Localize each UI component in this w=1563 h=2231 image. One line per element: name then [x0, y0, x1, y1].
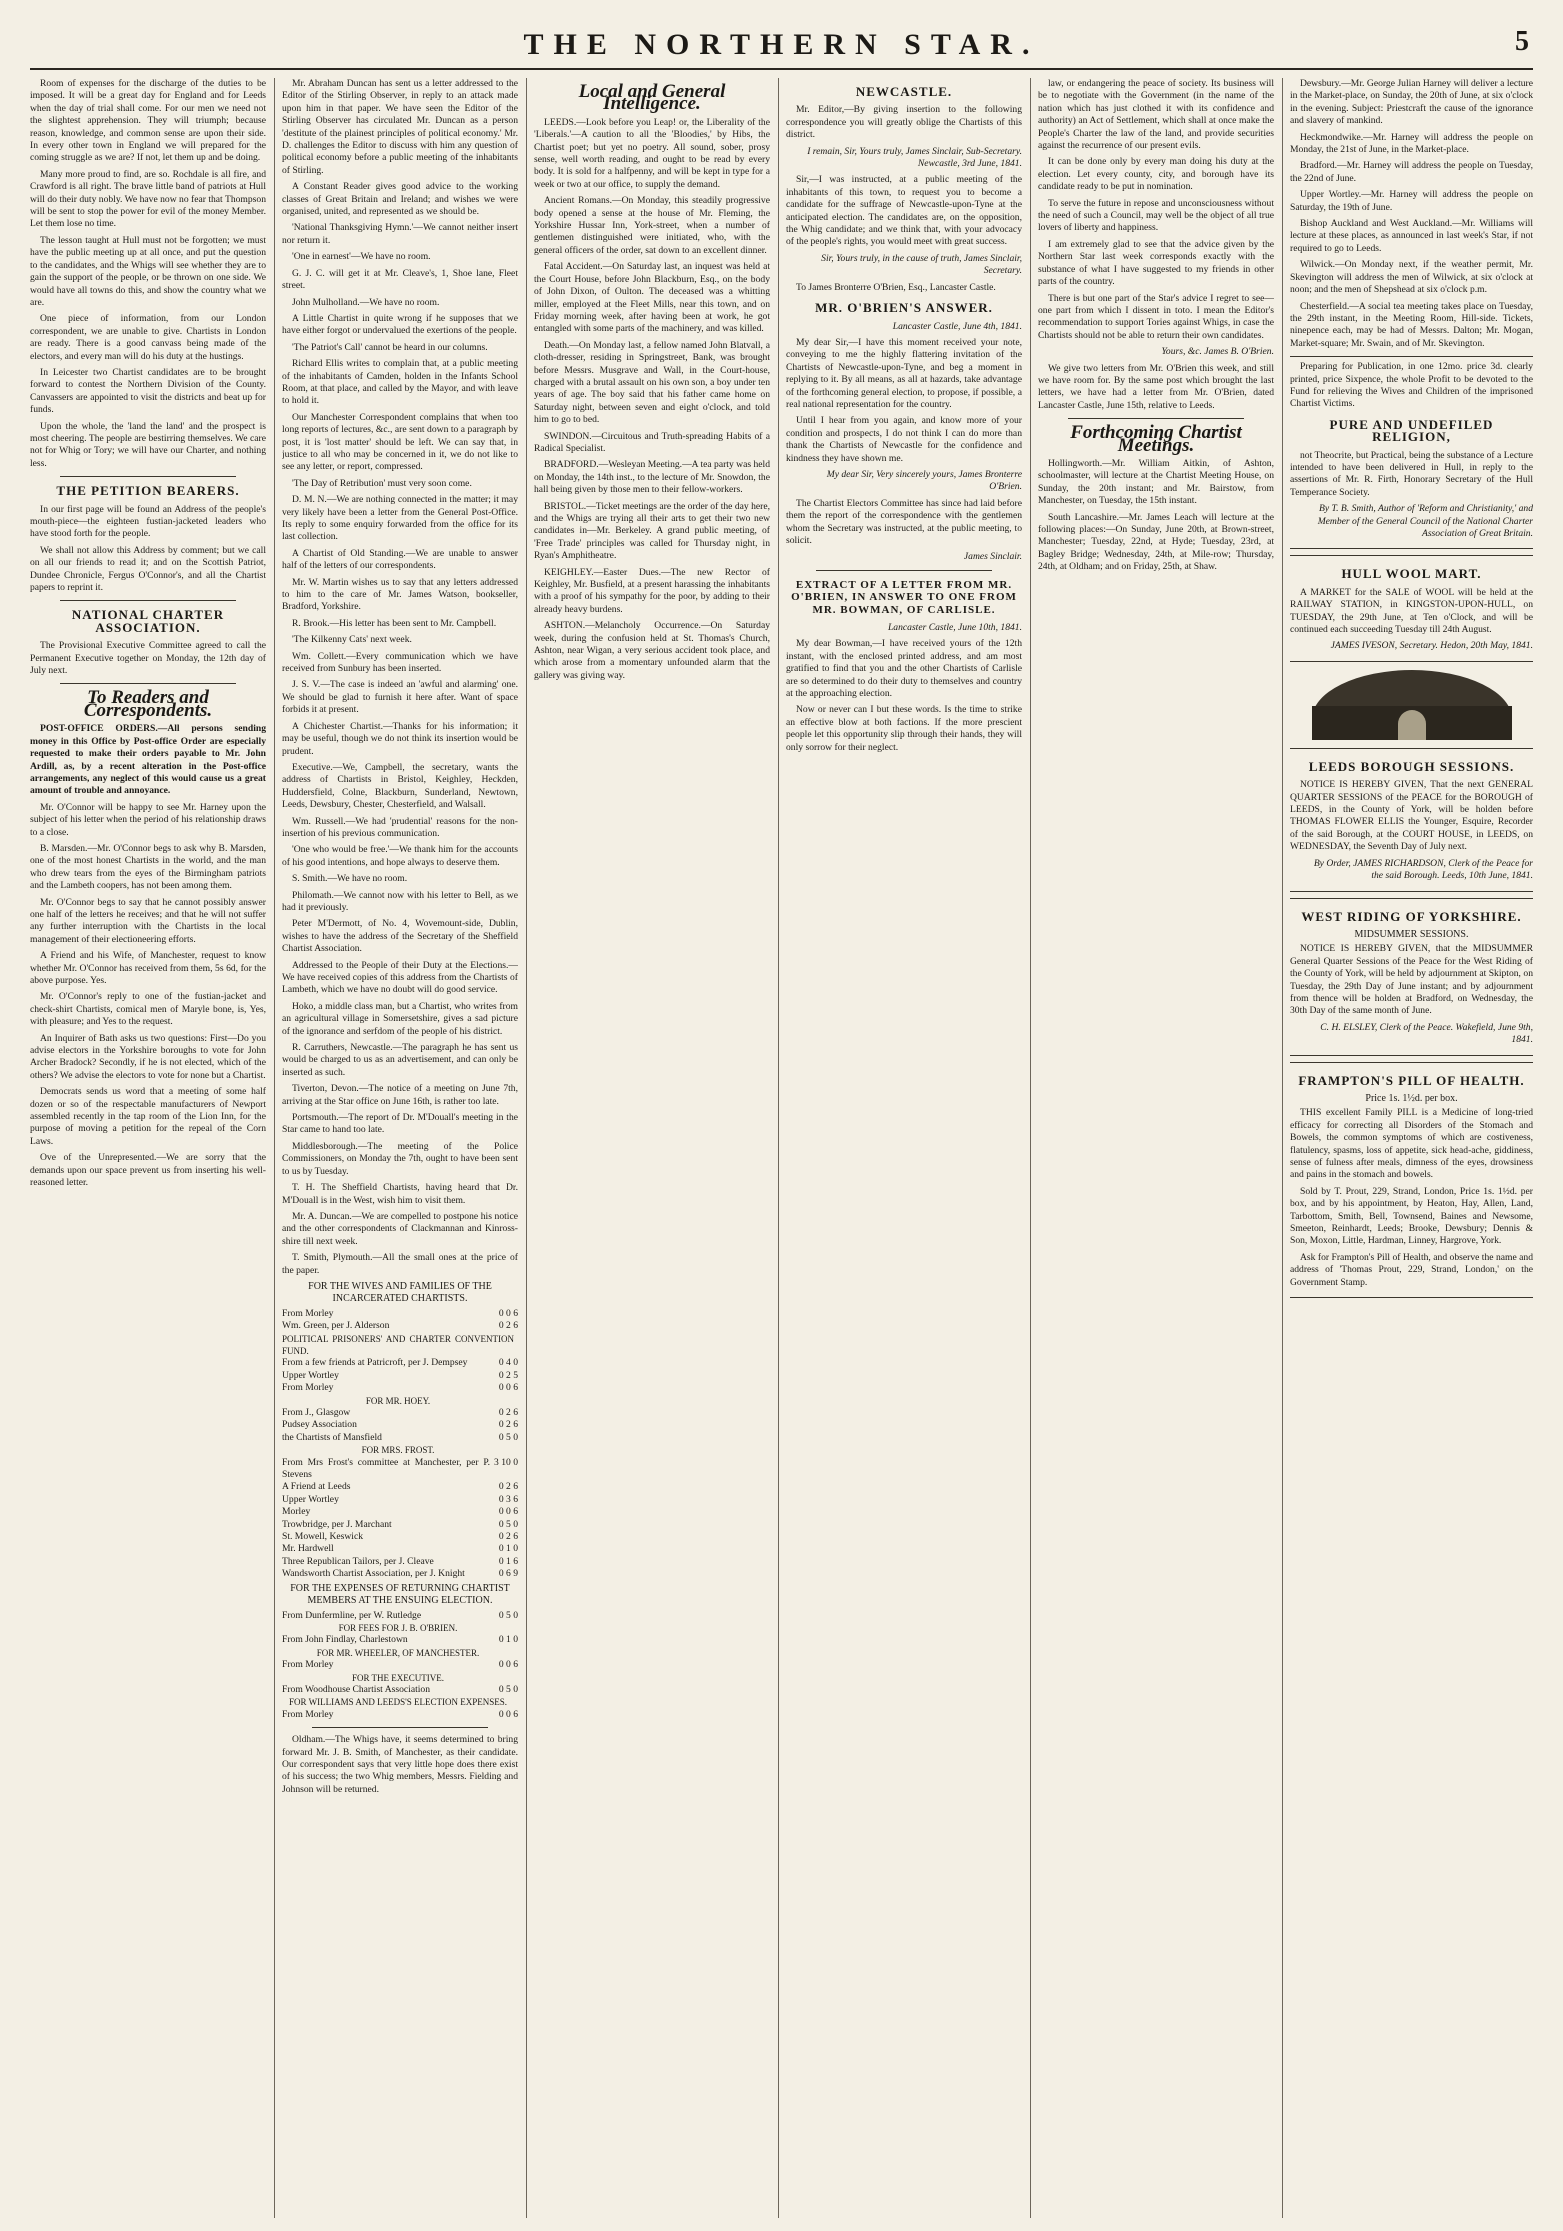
subscriber-name: Trowbridge, per J. Marchant [282, 1518, 392, 1530]
subscription-amount: 0 6 9 [498, 1568, 518, 1580]
section-heading: To Readers and Correspondents. [83, 687, 213, 721]
correspondent-note: A Constant Reader gives good advice to the working classes of Great Britain and Ireland; and wishes we were organised, united, and represented as we should be. [282, 181, 518, 218]
subscription-amount: 0 2 6 [498, 1419, 518, 1431]
subscription-row [282, 1659, 518, 1671]
subscription-row [282, 1481, 518, 1493]
subscription-amount: 0 5 0 [498, 1518, 518, 1530]
news-item: Death.—On Monday last, a fellow named John Blatvall, a cloth-dresser, residing in Springstreet, Bank, was brought before Messrs. Musgrave and Wall, in the Court-house, charged with a brutal assault on his own son, a boy under ten years of age. The boy said that his father came home on Saturday night, between seven and eight o'clock, and told him to go to bed. [534, 339, 770, 426]
subscription-subheading [282, 1444, 518, 1456]
ad-intro: Preparing for Publication, in one 12mo. price 3d. clearly printed, price Sixpence, the whole Profit to be devoted to the Fund for relieving the Wives and Children of the imprisoned Chartist Victims. [1290, 361, 1533, 410]
correspondent-note: Mr. O'Connor will be happy to see Mr. Harney upon the subject of his letter when the period of his relationship draws to a close. [30, 801, 266, 838]
subscription-amount: 0 0 6 [498, 1382, 518, 1394]
subscription-row [282, 1370, 518, 1382]
letter-address: To James Bronterre O'Brien, Esq., Lancaster Castle. [796, 281, 996, 293]
subscription-row [282, 1457, 518, 1482]
column-rule [526, 78, 527, 2218]
fund-heading: FOR THE WIVES AND FAMILIES OF THE INCARCERATED CHARTISTS. [308, 1280, 492, 1305]
correspondent-note: A Little Chartist in quite wrong if he supposes that we have either forgot or undervalued the exertions of the people. [282, 312, 518, 337]
letter-signature: Yours, &c. James B. O'Brien. [1161, 346, 1274, 358]
subscription-row [282, 1320, 518, 1332]
subscriber-name: POLITICAL PRISONERS' AND CHARTER CONVENTION FUND. [282, 1333, 514, 1356]
subscriber-name: From Dunfermline, per W. Rutledge [282, 1609, 422, 1621]
letter-dateline: Lancaster Castle, June 10th, 1841. [887, 622, 1022, 634]
ad-price: Price 1s. 1½d. per box. [1365, 1092, 1458, 1104]
letter-signature: I remain, Sir, Yours truly, James Sinclair, Sub-Secretary. Newcastle, 3rd June, 1841. [807, 145, 1022, 170]
correspondent-note: Addressed to the People of their Duty at the Elections.—We have received copies of this address from the Chartists of Lambeth, which we have no doubt will do good service. [282, 959, 518, 996]
subscription-amount: 0 2 6 [498, 1531, 518, 1543]
subscriber-name: From Morley [282, 1307, 334, 1319]
letter-dateline: Lancaster Castle, June 4th, 1841. [892, 320, 1022, 332]
subscription-row [282, 1531, 518, 1543]
column-5 [1038, 78, 1274, 2218]
subscription-row [282, 1634, 518, 1646]
subscriber-name: From Morley [282, 1708, 334, 1720]
ad-title: PURE AND UNDEFILED RELIGION, [1329, 416, 1494, 445]
article-paragraph: In our first page will be found an Address of the people's mouth-piece—the eighteen fustian-jacketed leaders who have stood forth for the people. [30, 503, 266, 540]
column-3 [534, 78, 770, 2218]
correspondent-note: Mr. A. Duncan.—We are compelled to postpone his notice and the other correspondents of Clackmannan and Kinross-shire till next week. [282, 1210, 518, 1247]
meeting-notice: Dewsbury.—Mr. George Julian Harney will deliver a lecture in the Market-place, on Sunday, the 20th of June, at six o'clock in the evening. Subject: Priestcraft the cause of the ignorance and slavery of mankind. [1290, 78, 1533, 127]
subscription-row [282, 1568, 518, 1580]
subscription-subheading [282, 1395, 518, 1407]
ad-signature: JAMES IVESON, Secretary. Hedon, 20th May, 1841. [1330, 640, 1533, 652]
page-number: 5 [1515, 26, 1529, 57]
letter-paragraph: My dear Bowman,—I have received yours of the 12th instant, with the enclosed printed address, and am most gratified to find that you and the other Chartists of Carlisle are so determined to do their duty to themselves and country at the approaching election. [786, 638, 1022, 700]
section-divider [60, 683, 236, 684]
correspondent-note: 'One in earnest'—We have no room. [292, 251, 431, 263]
subscription-row [282, 1556, 518, 1568]
section-heading: Forthcoming Chartist Meetings. [1070, 422, 1242, 456]
column-4 [786, 78, 1022, 2218]
meeting-notice: Wilwick.—On Monday next, if the weather permit, Mr. Skevington will address the men of Wilwick, at six o'clock at noon; and the men of Shepshead at six o'clock p.m. [1290, 259, 1533, 296]
section-divider [60, 476, 236, 477]
correspondent-note: Mr. W. Martin wishes us to say that any letters addressed to him to the care of Mr. James Watson, bookseller, Bradford, Yorkshire. [282, 576, 518, 613]
correspondent-note: R. Brook.—His letter has been sent to Mr. Campbell. [292, 617, 497, 629]
correspondent-note: 'The Kilkenny Cats' next week. [292, 634, 412, 646]
column-rule [274, 78, 275, 2218]
correspondent-note: Philomath.—We cannot now with his letter to Bell, as we had it previously. [282, 889, 518, 913]
subscriber-name: Wandsworth Chartist Association, per J. Knight [282, 1568, 465, 1580]
column-rule [778, 78, 779, 2218]
correspondent-note: Mr. O'Connor begs to say that he cannot possibly answer one half of the letters he receives; and that he will not suffer any further interruption with the Chartists in the local management of their electioneering efforts. [30, 896, 266, 945]
subscription-amount: 0 5 0 [498, 1431, 518, 1443]
correspondent-note: Hoko, a middle class man, but a Chartist, who writes from an agricultural village in Somersetshire, gives a sad picture of the ignorance and serfdom of the people of his district. [282, 1000, 518, 1037]
subscription-subheading [282, 1647, 518, 1659]
columns [30, 78, 1533, 2218]
ad-body: NOTICE IS HEREBY GIVEN, That the next GENERAL QUARTER SESSIONS of the PEACE for the BOROUGH of LEEDS, in the County of York, will be holden before THOMAS FLOWER ELLIS the Younger, Esquire, Recorder of the said Borough, at the COURT HOUSE, in LEEDS, on WEDNESDAY, the Seventh Day of July next. [1290, 779, 1533, 853]
subscription-list [282, 1610, 518, 1722]
news-item: LEEDS.—Look before you Leap! or, the Liberality of the 'Liberals.'—A caution to all the 'Bloodies,' by Hibs, the Chartist poet; but yet no poetry. All sound, sober, prosy sense, well worth reading, and ought to be read by every body. It is sold for a halfpenny, and will be kept in type for a week or two at our office, to supply the demand. [534, 116, 770, 190]
subscriber-name: FOR MR. HOEY. [365, 1395, 431, 1406]
letter-paragraph: I am extremely glad to see that the advice given by the Northern Star last week corresponds exactly with the substance of what I have suggested to my friends in other parts of the country. [1038, 238, 1274, 288]
subscription-row [282, 1357, 518, 1369]
correspondent-note: A Chichester Chartist.—Thanks for his information; it may be useful, though we do not think its insertion would be prudent. [282, 720, 518, 757]
news-item: SWINDON.—Circuitous and Truth-spreading Habits of a Radical Specialist. [534, 430, 770, 454]
correspondent-note: Mr. Abraham Duncan has sent us a letter addressed to the Editor of the Stirling Observer, in reply to an attack made upon him in that paper. We have seen the Editor of the Stirling Observer has circulated Mr. Duncan as a person 'destitute of the plainest principles of political economy.' Mr. D. challenges the Editor to discuss with him any question of political economy before a public meeting of the inhabitants of Stirling. [282, 78, 518, 176]
letter-signature: My dear Sir, Very sincerely yours, James Bronterre O'Brien. [826, 468, 1022, 493]
section-divider [312, 1727, 488, 1728]
subscription-subheading [282, 1622, 518, 1634]
correspondent-note: An Inquirer of Bath asks us two questions: First—Do you advise electors in the Yorkshire boroughs to vote for John Archer Bradock? Secondly, if he is not elected, which of the others? We advise the electors to vote for none but a Chartist. [30, 1032, 266, 1081]
letter-paragraph: law, or endangering the peace of society. Its business will be to negotiate with the Government (in the name of the nation which has just clothed it with its confidence and authority) an Act of Settlement, which shall at once make the People's Charter the law of the land, and provide securities against the recurrence of our present evils. [1038, 78, 1274, 152]
correspondent-note: A Chartist of Old Standing.—We are unable to answer half of the letters of our correspondents. [282, 547, 518, 572]
correspondent-note: 'National Thanksgiving Hymn.'—We cannot neither insert nor return it. [282, 222, 518, 246]
subscription-row [282, 1432, 518, 1444]
letter-signature: Sir, Yours truly, in the cause of truth, James Sinclair, Secretary. [821, 252, 1022, 277]
subscriber-name: FOR MRS. FROST. [361, 1445, 435, 1456]
correspondent-note: T. H. The Sheffield Chartists, having heard that Dr. M'Douall is in the West, wish him to visit them. [282, 1182, 518, 1206]
subscription-amount: 0 2 6 [498, 1320, 518, 1332]
news-item: BRISTOL.—Ticket meetings are the order of the day here, and the Whigs are trying all their arts to get their two new candidates in—Mr. Berkeley. A grand public meeting, of 'Free Trade' principles was called for Thursday night, in Ryan's Amphitheatre. [534, 500, 770, 562]
correspondent-note: R. Carruthers, Newcastle.—The paragraph he has sent us would be charged to us as an advertisement, and can only be inserted as such. [282, 1042, 518, 1078]
town-hall-engraving [1312, 670, 1512, 740]
column-2 [282, 78, 518, 2218]
ad-title: LEEDS BOROUGH SESSIONS. [1308, 758, 1515, 774]
column-1 [30, 78, 266, 2218]
correspondent-note: J. S. V.—The case is indeed an 'awful and alarming' one. We should be glad to furnish it here after. Want of space forbids it at present. [282, 679, 518, 716]
section-heading: MR. O'BRIEN'S ANSWER. [815, 300, 993, 316]
correspondent-note: 'The Patriot's Call' cannot be heard in our columns. [292, 341, 488, 353]
ad-body: A MARKET for the SALE of WOOL will be held at the RAILWAY STATION, in KINGSTON-UPON-HULL, on TUESDAY, the 29th June, at Ten o'Clock, and will be continued each succeeding Tuesday till 24th August. [1290, 586, 1533, 636]
subscriber-name: From Morley [282, 1659, 334, 1671]
subscription-row [282, 1308, 518, 1320]
ad-title: FRAMPTON'S PILL OF HEALTH. [1298, 1072, 1525, 1088]
subscriber-name: Three Republican Tailors, per J. Cleave [282, 1555, 434, 1567]
subscriber-name: FOR WILLIAMS AND LEEDS'S ELECTION EXPENSES. [289, 1697, 507, 1708]
ad-title: HULL WOOL MART. [1341, 566, 1482, 582]
section-heading: NEWCASTLE. [855, 84, 953, 99]
letter-paragraph: It can be done only by every man doing his duty at the election. Let every county, city, and borough have its candidate ready to be put in nomination. [1038, 156, 1274, 193]
meeting-notice: Bradford.—Mr. Harney will address the people on Tuesday, the 22nd of June. [1290, 160, 1533, 184]
subscription-subheading [282, 1333, 518, 1358]
correspondent-note: Tiverton, Devon.—The notice of a meeting on June 7th, arriving at the Star office on June 16th, is rather too late. [282, 1083, 518, 1107]
subscription-amount: 0 0 6 [498, 1708, 518, 1720]
article-paragraph: We shall not allow this Address by comment; but we call on all our friends to read it; and on the Scottish Patriot, Dundee Chronicle, Fergus O'Connor's, and all the Chartist papers to reprint it. [30, 544, 266, 594]
meeting-notice: Heckmondwike.—Mr. Harney will address the people on Monday, the 21st of June, in the Market-place. [1290, 131, 1533, 156]
subscription-amount: 0 5 0 [498, 1609, 518, 1621]
subscriber-name: From Mrs Frost's committee at Manchester, per P. Stevens [282, 1456, 491, 1481]
ad-body: not Theocrite, but Practical, being the substance of a Lecture intended to have been delivered in Hull, in reply to the assertions of Mr. R. Firth, Honorary Secretary of the Hull Temperance Society. [1290, 449, 1533, 498]
news-item: KEIGHLEY.—Easter Dues.—The new Rector of Keighley, Mr. Busfield, at a present harassing the inhabitants with a proof of his sympathy for the poor, by adding to their already heavy burdens. [534, 566, 770, 615]
subscriber-name: From J., Glasgow [282, 1407, 351, 1418]
subscription-amount: 0 2 6 [498, 1407, 518, 1418]
subscription-amount: 3 10 0 [494, 1456, 518, 1468]
section-divider [60, 600, 236, 601]
fund-heading: FOR THE EXPENSES OF RETURNING CHARTIST MEMBERS AT THE ENSUING ELECTION. [290, 1582, 510, 1607]
subscriber-name: the Chartists of Mansfield [282, 1431, 382, 1443]
editorial-note: We give two letters from Mr. O'Brien this week, and still we have room for. By the same post which brought the last letters, we have had a letter from Mr. O'Brien, dated Lancaster Castle, June 15th, relative to Leeds. [1038, 362, 1274, 411]
news-item: BRADFORD.—Wesleyan Meeting.—A tea party was held on Monday, the 14th inst., to the lecture of Mr. Snowdon, the hall being given by those men to their fellow-workers. [534, 459, 770, 496]
news-item: Ancient Romans.—On Monday, this steadily progressive body opened a sense at the house of Mr. Fleming, the Yorkshire Hussar Inn, York-street, when a number of gentlemen distinguished were initiated, who, with the general officers of the order, sat down to an excellent dinner. [534, 195, 770, 256]
letter-paragraph: Now or never can I but these words. Is the time to strike an effective blow at both factions. If the more prescient people let this opportunity slip through their hands, they will only sorrow for their neglect. [786, 704, 1022, 753]
correspondent-note: Mr. O'Connor's reply to one of the fustian-jacket and check-shirt Chartists, comical men of Maryle bone, is, Yes, with pleasure; and Yes to the request. [30, 991, 266, 1028]
section-heading: EXTRACT OF A LETTER FROM MR. O'BRIEN, IN ANSWER TO ONE FROM MR. BOWMAN, OF CARLISLE. [791, 578, 1017, 616]
subscription-amount: 0 3 6 [498, 1493, 518, 1505]
correspondent-note: Peter M'Dermott, of No. 4, Wovemount-side, Dublin, wishes to have the address of the Secretary of the Sheffield Chartist Association. [282, 918, 518, 955]
subscription-row [282, 1407, 518, 1419]
letter-paragraph: To serve the future in repose and unconsciousness without the need of such a Council, may well be the object of all true lovers of liberty and happiness. [1038, 197, 1274, 234]
subscription-row [282, 1506, 518, 1518]
meeting-notice: Upper Wortley.—Mr. Harney will address the people on Saturday, the 19th of June. [1290, 189, 1533, 213]
subscription-amount: 0 1 0 [498, 1543, 518, 1555]
correspondent-note: Middlesborough.—The meeting of the Police Commissioners, on Monday the 7th, ought to have been sent to us by Tuesday. [282, 1140, 518, 1177]
correspondent-note: Our Manchester Correspondent complains that when too long reports of lectures, &c., are sent down to a paragraph by post, it is 'lost matter' should be left. We can say that, in justice to all who may be concerned in it, we do not like to see any letter, or report, compressed. [282, 411, 518, 473]
correspondent-note: 'One who would be free.'—We thank him for the accounts of his good intentions, and hope always to deserve them. [282, 844, 518, 868]
subscription-row [282, 1709, 518, 1721]
correspondent-note: Executive.—We, Campbell, the secretary, wants the address of Chartists in Bristol, Keighley, Heckden, Huddersfield, Colne, Blackburn, Sunderland, Newtown, Leeds, Dewsbury, Chester, Chesterfield, and Walsall. [282, 761, 518, 811]
advertisement [1290, 356, 1533, 549]
subscriber-name: Wm. Green, per J. Alderson [282, 1320, 390, 1332]
subscription-row [282, 1543, 518, 1555]
subscription-subheading [282, 1696, 518, 1708]
column-rule [1282, 78, 1283, 2218]
meeting-notice: South Lancashire.—Mr. James Leach will lecture at the following places:—On Sunday, June 20th, at Brown-street, Manchester; Tuesday, 22nd, at Hyde; Tuesday, 23rd, at Bagley Bridge; Wednesday, 24th, at Mile-row; Thursday, 24th, at Oldham; and on Friday, 25th, at Shaw. [1038, 511, 1274, 573]
masthead [30, 22, 1533, 70]
ad-body: Sold by T. Prout, 229, Strand, London, Price 1s. 1½d. per box, and by his appointment, by Heaton, Hay, Allen, Land, Tarbottom, Smith, Bell, Townsend, Baines and Newsome, Smeeton, Reinhardt, Leeds; Brooke, Dewsbury; Dennis & Son, Moxon, Little, Hardman, Linney, Hargrove, York. [1290, 1185, 1533, 1247]
subscriber-name: From Morley [282, 1382, 334, 1394]
meeting-notice: Hollingworth.—Mr. William Aitkin, of Ashton, schoolmaster, will lecture at the Chartist Meeting House, on Sunday, the 20th instant; and Mr. Bairstow, from Manchester, on Tuesday, the 15th instant. [1038, 457, 1274, 507]
correspondent-note: 'The Day of Retribution' must very soon come. [292, 477, 472, 489]
ad-signature: C. H. ELSLEY, Clerk of the Peace. Wakefield, June 9th, 1841. [1320, 1021, 1533, 1046]
correspondent-note: Richard Ellis writes to complain that, at a public meeting of the inhabitants of Camden, holden in the Infants School Room, at that place, and called by the Mayor, and with leave to hold it. [282, 358, 518, 407]
subscription-amount: 0 2 5 [498, 1369, 518, 1381]
subscription-list [282, 1308, 518, 1581]
letter-paragraph: There is but one part of the Star's advice I regret to see—one part from which I dissent in toto. I mean the Editor's recommendation to support Tories against Whigs, in case the Chartists should not be able to return their own candidates. [1038, 292, 1274, 341]
column-6 [1290, 78, 1533, 2218]
correspondent-note: Wm. Russell.—We had 'prudential' reasons for the non-insertion of his previous communication. [282, 815, 518, 839]
subscription-row [282, 1494, 518, 1506]
subscriber-name: Mr. Hardwell [282, 1543, 334, 1555]
letter-paragraph: Mr. Editor,—By giving insertion to the following correspondence you will greatly oblige the Chartists of this district. [786, 104, 1022, 141]
correspondent-note: Portsmouth.—The report of Dr. M'Douall's meeting in the Star came to hand too late. [282, 1112, 518, 1136]
letter-signature: James Sinclair. [963, 551, 1022, 563]
article-paragraph: The lesson taught at Hull must not be forgotten; we must have the public meeting up at all once, and put the question to the candidates, and the Whigs will see whether they are to gain the support of the people, or be thrown on one side. We would have all towns do this, and show the country what we are. [30, 234, 266, 308]
ad-body: THIS excellent Family PILL is a Medicine of long-tried efficacy for correcting all Disorders of the Stomach and Bowels, the common symptoms of which are costiveness, flatulency, spasms, loss of appetite, sick head-ache, giddiness, sense of fulness after meals, dimness of the eyes, drowsiness and pains in the stomach and bowels. [1290, 1107, 1533, 1181]
subscriber-name: FOR THE EXECUTIVE. [351, 1672, 445, 1683]
news-item: ASHTON.—Melancholy Occurrence.—On Saturday week, during the confusion held at St. Thomas's Church, Ashton, near Wigan, a very serious accident took place, and which arose from a momentary unfounded alarm that the gallery was giving way. [534, 620, 770, 681]
ad-body: Ask for Frampton's Pill of Health, and observe the name and address of 'Thomas Prout, 229, Strand, London,' on the Government Stamp. [1290, 1251, 1533, 1288]
section-heading: NATIONAL CHARTER ASSOCIATION. [71, 607, 225, 635]
article-paragraph: Many more proud to find, are so. Rochdale is all fire, and Crawford is all right. The brave little band of patriots at Hull will do their duty nobly. We have now no fear that Thompson will be sent to stop the power for evil of the money Member. Let them lose no time. [30, 168, 266, 230]
subscriber-name: From a few friends at Patricroft, per J. Dempsey [282, 1357, 468, 1369]
section-heading: Local and General Intelligence. [578, 81, 726, 115]
subscriber-name: Morley [282, 1506, 311, 1518]
ad-title: WEST RIDING OF YORKSHIRE. [1301, 908, 1522, 924]
ad-subtitle: MIDSUMMER SESSIONS. [1354, 928, 1469, 940]
subscription-amount: 0 0 6 [498, 1659, 518, 1671]
subscription-amount: 0 2 6 [498, 1481, 518, 1493]
correspondent-note: Wm. Collett.—Every communication which we have received from Sunbury has been inserted. [282, 650, 518, 675]
correspondent-note: Ove of the Unrepresented.—We are sorry that the demands upon our space prevent us from inserting his well-reasoned letter. [30, 1152, 266, 1189]
correspondent-note: Democrats sends us word that a meeting of some half dozen or so of the respectable manufacturers of Newport assembled recently in the tap room of the Lion Inn, for the purpose of moving a petition for the repeal of the Corn Laws. [30, 1086, 266, 1147]
article-paragraph: The Provisional Executive Committee agreed to call the Permanent Executive together on Monday, the 12th day of July next. [30, 640, 266, 677]
advertisement [1290, 555, 1533, 661]
subscription-row [282, 1419, 518, 1431]
article-paragraph: In Leicester two Chartist candidates are to be brought forward to contest the Northern Division of the County. Canvassers are appointed to visit the districts and beat up for funds. [30, 366, 266, 416]
subscriber-name: From John Findlay, Charlestown [282, 1634, 408, 1646]
subscriber-name: FOR FEES FOR J. B. O'BRIEN. [338, 1622, 458, 1633]
subscription-row [282, 1382, 518, 1394]
meeting-notice: Bishop Auckland and West Auckland.—Mr. Williams will lecture at these places, as announced in last week's Star, if not required to go to Leeds. [1290, 218, 1533, 254]
ad-byline: By T. B. Smith, Author of 'Reform and Christianity,' and Member of the General Council of the National Charter Association of Great Britain. [1317, 503, 1533, 539]
letter-paragraph: My dear Sir,—I have this moment received your note, conveying to me the highly flattering invitation of the Chartists of Newcastle-upon-Tyne, and beg a moment in replying to it. By all means, as all at hazards, take advantage of the forthcoming general election, to propose, if possible, a real national representation for the country. [786, 336, 1022, 410]
subscription-amount: 0 5 0 [498, 1683, 518, 1695]
correspondent-note: T. Smith, Plymouth.—All the small ones at the price of the paper. [282, 1252, 518, 1276]
correspondent-note: John Mulholland.—We have no room. [292, 296, 440, 308]
ad-body: NOTICE IS HEREBY GIVEN, that the MIDSUMMER General Quarter Sessions of the Peace for the West Riding of the County of York, will be held by adjournment at Skipton, on Tuesday, the 29th Day of June instant; and by adjournment from thence will be holden at Bradford, on Wednesday, the 30th Day of the same month of June. [1290, 943, 1533, 1017]
subscription-subheading [282, 1672, 518, 1684]
section-heading: THE PETITION BEARERS. [56, 483, 240, 499]
ad-signature: By Order, JAMES RICHARDSON, Clerk of the Peace for the said Borough. Leeds, 10th June, 1841. [1313, 857, 1533, 882]
subscription-amount: 0 1 0 [498, 1634, 518, 1646]
notice-paragraph: POST-OFFICE ORDERS.—All persons sending money in this Office by Post-office Order are especially requested to make their orders payable to Mr. John Ardill, as, by a recent alteration in the Post-office arrangements, any neglect of this would cause us a great amount of trouble and annoyance. [30, 723, 266, 797]
subscription-row [282, 1684, 518, 1696]
correspondent-note: S. Smith.—We have no room. [292, 873, 408, 885]
correspondent-note: G. J. C. will get it at Mr. Cleave's, 1, Shoe lane, Fleet street. [282, 267, 518, 292]
article-paragraph: Room of expenses for the discharge of the duties to be imposed. It will be a great day for England and for Leeds when the day of trial shall come. For our men we need not the slightest apprehension. They will triumph; because reason, knowledge, and common sense are upon their side. In every other town in England we will prepared for the coming struggle as we are? If not, let them up and be doing. [30, 78, 266, 164]
subscriber-name: From Woodhouse Chartist Association [282, 1683, 431, 1695]
subscriber-name: A Friend at Leeds [282, 1481, 351, 1493]
meeting-notice: Chesterfield.—A social tea meeting takes place on Tuesday, the 29th instant, in the Meeting Room, Hill-side. Tickets, ninepence each, may be had of Messrs. Dalton; Mr. Mogan, Market-square; Mr. Swain, and of Mr. Skevington. [1290, 300, 1533, 349]
subscription-row [282, 1610, 518, 1622]
subscriber-name: St. Mowell, Keswick [282, 1531, 364, 1543]
subscription-row [282, 1519, 518, 1531]
engraving-arch [1398, 710, 1426, 740]
letter-paragraph: Sir,—I was instructed, at a public meeting of the inhabitants of this town, to request you to become a candidate for the suffrage of Newcastle-upon-Tyne at the anticipated election. The candidates are, on the opposition, the Whig candidate; and we think that, with your advocacy of the people's rights, you would meet with great success. [786, 174, 1022, 248]
subscriber-name: Upper Wortley [282, 1369, 339, 1381]
advertisement [1290, 898, 1533, 1056]
subscriber-name: Pudsey Association [282, 1419, 357, 1431]
subscription-amount: 0 1 6 [498, 1555, 518, 1567]
article-paragraph: Upon the whole, the 'land the land' and the prospect is most cheering. The people are bestirring themselves. We care not for Whig or Tory; we will have our Charter, and nothing less. [30, 420, 266, 469]
advertisement [1290, 1062, 1533, 1299]
correspondent-note: A Friend and his Wife, of Manchester, request to know whether Mr. O'Connor has received from them, 5s 6d, for the above purpose. Yes. [30, 950, 266, 986]
column-rule [1030, 78, 1031, 2218]
subscription-amount: 0 4 0 [498, 1357, 518, 1369]
news-item: Fatal Accident.—On Saturday last, an inquest was held at the Court House, before John Blackburn, Esq., on the body of John Dixon, of Oulton. The deceased was a whitting miller, employed at the Fleet Mills, near this town, and on Friday morning week, after having been at work, he got entangled with some parts of the machinery, and was killed. [534, 261, 770, 335]
letter-paragraph: Until I hear from you again, and know more of your condition and prospects, I do not think I can do more than thank the Chartists of Newcastle for the confidence and kindness they have shown me. [786, 415, 1022, 464]
subscriber-name: Upper Wortley [282, 1493, 339, 1505]
correspondent-note: D. M. N.—We are nothing connected in the matter; it may very likely have been a letter from the General Post-Office. Its reply to some enquiry forwarded from the office for its last collection. [282, 494, 518, 543]
section-divider [1068, 418, 1244, 419]
letter-paragraph: The Chartist Electors Committee has since had laid before them the report of the correspondence with the gentlemen whom the Secretary was instructed, at the public meeting, to solicit. [786, 497, 1022, 546]
subscription-amount: 0 0 6 [498, 1506, 518, 1518]
advertisement [1290, 748, 1533, 892]
subscriber-name: FOR MR. WHEELER, OF MANCHESTER. [316, 1647, 480, 1658]
newspaper-title: THE NORTHERN STAR. [523, 28, 1040, 61]
article-paragraph: Oldham.—The Whigs have, it seems determined to bring forward Mr. J. B. Smith, of Manchester, as their candidate. Our correspondent says that very little hope does there exist of his success; the two Whig members, Messrs. Fielding and Johnson will be returned. [282, 1734, 518, 1795]
section-divider [816, 570, 992, 571]
article-paragraph: One piece of information, from our London correspondent, we are unable to give. Chartists in London are ready. There is a good canvass being made of the electors, and every man will do his duty at the hustings. [30, 313, 266, 362]
subscription-amount: 0 0 6 [498, 1307, 518, 1319]
correspondent-note: B. Marsden.—Mr. O'Connor begs to ask why B. Marsden, one of the most honest Chartists in the world, and the man who drew tears from the eyes of the Birmingham patriots and the Lambeth coopers, has not been among them. [30, 842, 266, 892]
